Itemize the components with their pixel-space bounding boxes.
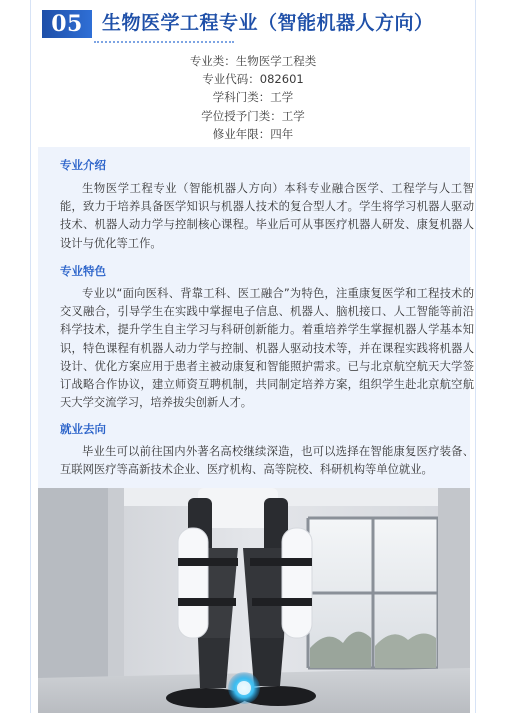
info-discipline: 学科门类：工学: [212, 90, 294, 105]
info-duration: 修业年限：四年: [212, 126, 294, 141]
info-code: 专业代码：082601: [202, 72, 304, 87]
section-title-career: 就业去向: [60, 422, 106, 436]
title-underline-divider: [94, 41, 234, 43]
section-number-badge: 05: [42, 10, 92, 38]
major-info-list: [0, 52, 506, 143]
exoskeleton-robot-photo: [38, 488, 470, 713]
section-title-features: 专业特色: [60, 264, 106, 278]
section-header: [42, 6, 482, 40]
info-category: 专业类：生物医学工程类: [189, 54, 317, 68]
section-text-career: 毕业生可以前往国内外著名高校继续深造，也可以选择在智能康复医疗装备、互联网医疗等高新技术企业、医疗机构、高等院校、科研机构等单位就业。: [60, 445, 474, 477]
section-text-features: 专业以“面向医科、背靠工科、医工融合”为特色，注重康复医学和工程技术的交叉融合，引导学生在实践中掌握电子信息、机器人、脑机接口、人工智能等前沿科学技术，提升学生自主学习与科研创新能力。着重培养学生掌握机器人学基本知识，特色课程有机器人动力学与控制、机器人驱动技术等，并在课程实践将机器人设计、优化方案应用于患者主被动康复和智能照护需求。已与北京航空航天大学签订战略合作协议，建立师资互聘机制，共同制定培养方案，组织学生赴北京航空航天大学交流学习，培养拔尖创新人才。: [60, 287, 474, 410]
exoskeleton-photo-illustration: [38, 488, 470, 713]
section-title-intro: 专业介绍: [60, 158, 106, 172]
info-degree: 学位授予门类：工学: [201, 108, 305, 123]
page-title: 生物医学工程专业（智能机器人方向）: [102, 12, 434, 34]
section-text-intro: 生物医学工程专业（智能机器人方向）本科专业融合医学、工程学与人工智能，致力于培养具备医学知识与机器人技术的复合型人才。学生将学习机器人驱动技术、机器人动力学与控制核心课程。毕业后可从事医疗机器人研发、康复机器人设计与优化等工作。: [60, 182, 474, 250]
